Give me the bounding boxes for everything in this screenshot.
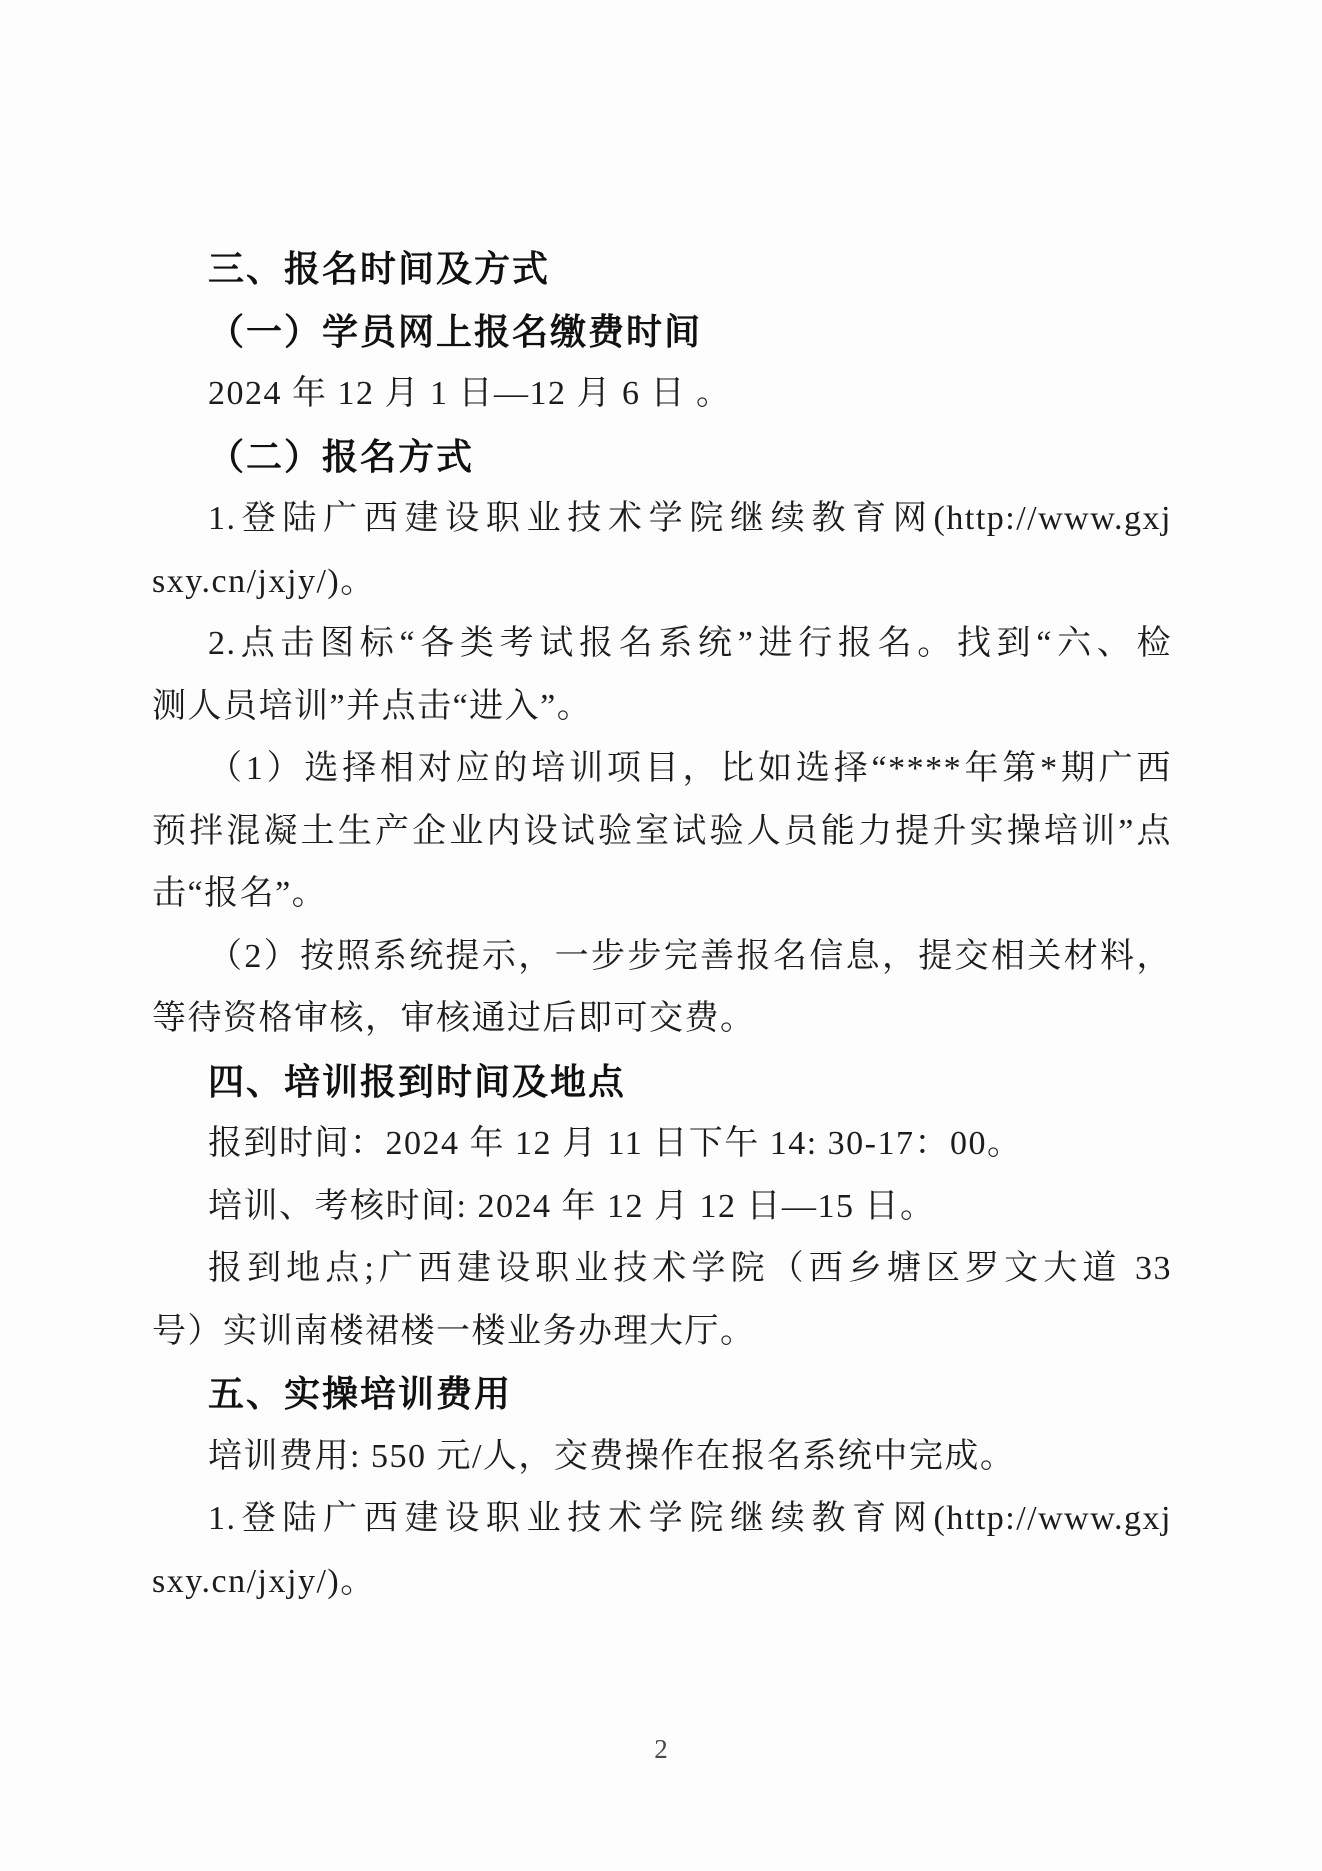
text-checkin-time: 报到时间：2024 年 12 月 11 日下午 14: 30-17：00。 <box>208 1125 1023 1162</box>
text-login-website-line2: sxy.cn/jxjy/)。 <box>152 562 376 600</box>
section-heading-training-fee: 五、实操培训费用 <box>208 1373 513 1414</box>
text-checkin-location-line1: 报到地点;广西建设职业技术学院（西乡塘区罗文大道 33 <box>208 1250 1172 1287</box>
text-registration-dates: 2024 年 12 月 1 日—12 月 6 日 。 <box>208 375 732 412</box>
text-checkin-location-line2: 号）实训南楼裙楼一楼业务办理大厅。 <box>152 1312 756 1350</box>
text-login-website2-line1: 1.登陆广西建设职业技术学院继续教育网(http://www.gxj <box>208 1500 1172 1537</box>
text-click-icon-line1: 2.点击图标“各类考试报名系统”进行报名。找到“六、检 <box>208 625 1172 662</box>
text-select-program-line1: （1）选择相对应的培训项目，比如选择“****年第*期广西 <box>208 750 1172 787</box>
text-login-website2-line2: sxy.cn/jxjy/)。 <box>152 1562 376 1600</box>
text-click-icon-line2: 测人员培训”并点击“进入”。 <box>152 687 593 725</box>
text-select-program-line2: 预拌混凝土生产企业内设试验室试验人员能力提升实操培训”点 <box>152 812 1172 850</box>
text-training-fee: 培训费用: 550 元/人，交费操作在报名系统中完成。 <box>208 1437 1016 1475</box>
text-training-exam-time: 培训、考核时间: 2024 年 12 月 12 日—15 日。 <box>208 1187 936 1225</box>
text-login-website-line1: 1.登陆广西建设职业技术学院继续教育网(http://www.gxj <box>208 500 1172 537</box>
section-heading-checkin-time-location: 四、培训报到时间及地点 <box>208 1060 627 1102</box>
page-number: 2 <box>654 1734 668 1764</box>
document-body <box>152 238 1172 1613</box>
text-follow-prompts-line2: 等待资格审核，审核通过后即可交费。 <box>152 1000 756 1037</box>
section-heading-registration-time-method: 三、报名时间及方式 <box>208 248 551 289</box>
subheading-registration-method: （二）报名方式 <box>208 436 475 477</box>
text-select-program-line3: 击“报名”。 <box>152 875 328 912</box>
text-follow-prompts-line1: （2）按照系统提示，一步步完善报名信息，提交相关材料， <box>208 937 1172 975</box>
subheading-online-registration-payment-time: （一）学员网上报名缴费时间 <box>208 311 703 352</box>
